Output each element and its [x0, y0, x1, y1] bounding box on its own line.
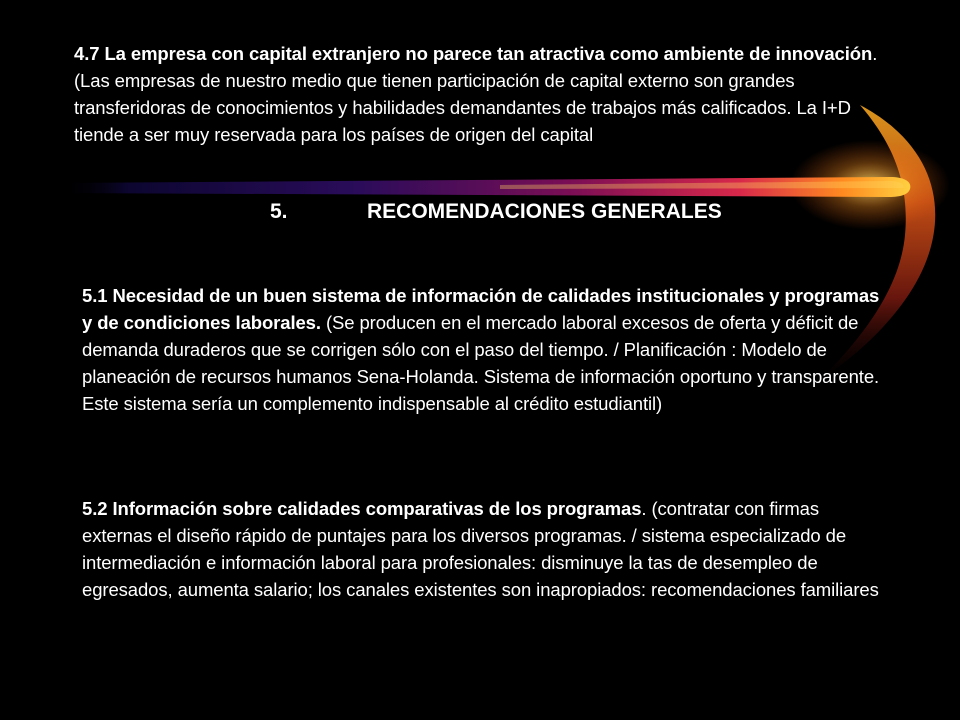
paragraph-4-7-bold: 4.7 La empresa con capital extranjero no parece tan atractiva como ambiente de innovación: [74, 43, 873, 64]
paragraph-5-2-bold: 5.2 Información sobre calidades comparativas de los programas: [82, 498, 642, 519]
paragraph-5-1-bold: 5.1 Necesidad de un buen sistema de información de calidades institucionales y programas y de condiciones laborales.: [82, 285, 880, 333]
section-heading: [270, 200, 722, 224]
paragraph-5-2-text: . (contratar con firmas externas el diseño rápido de puntajes para los diversos programas. / sistema especializado de intermediación e información laboral para profesionales: disminuye la tas de desempleo de egresados, aumenta salario; los canales existentes son inapropiados: recomendaciones familiares: [82, 498, 879, 600]
heading-title: RECOMENDACIONES GENERALES: [367, 200, 722, 223]
paragraph-5-1-text: (Se producen en el mercado laboral excesos de oferta y déficit de demanda duraderos que se corrigen sólo con el paso del tiempo. / Planificación : Modelo de planeación de recursos humanos Sena-Holanda. Sistema de información oportuno y transparente. Este sistema sería un complemento indispensable al crédito estudiantil): [82, 312, 880, 414]
paragraph-4-7: [74, 40, 904, 148]
paragraph-4-7-text: . (Las empresas de nuestro medio que tienen participación de capital externo son grandes transferidoras de conocimientos y habilidades demandantes de trabajos más calificados. La I+D tiende a ser muy reservada para los países de origen del capital: [74, 43, 878, 145]
paragraph-5-1: [82, 282, 892, 417]
paragraph-5-2: [82, 495, 892, 603]
heading-number: 5.: [270, 200, 288, 223]
